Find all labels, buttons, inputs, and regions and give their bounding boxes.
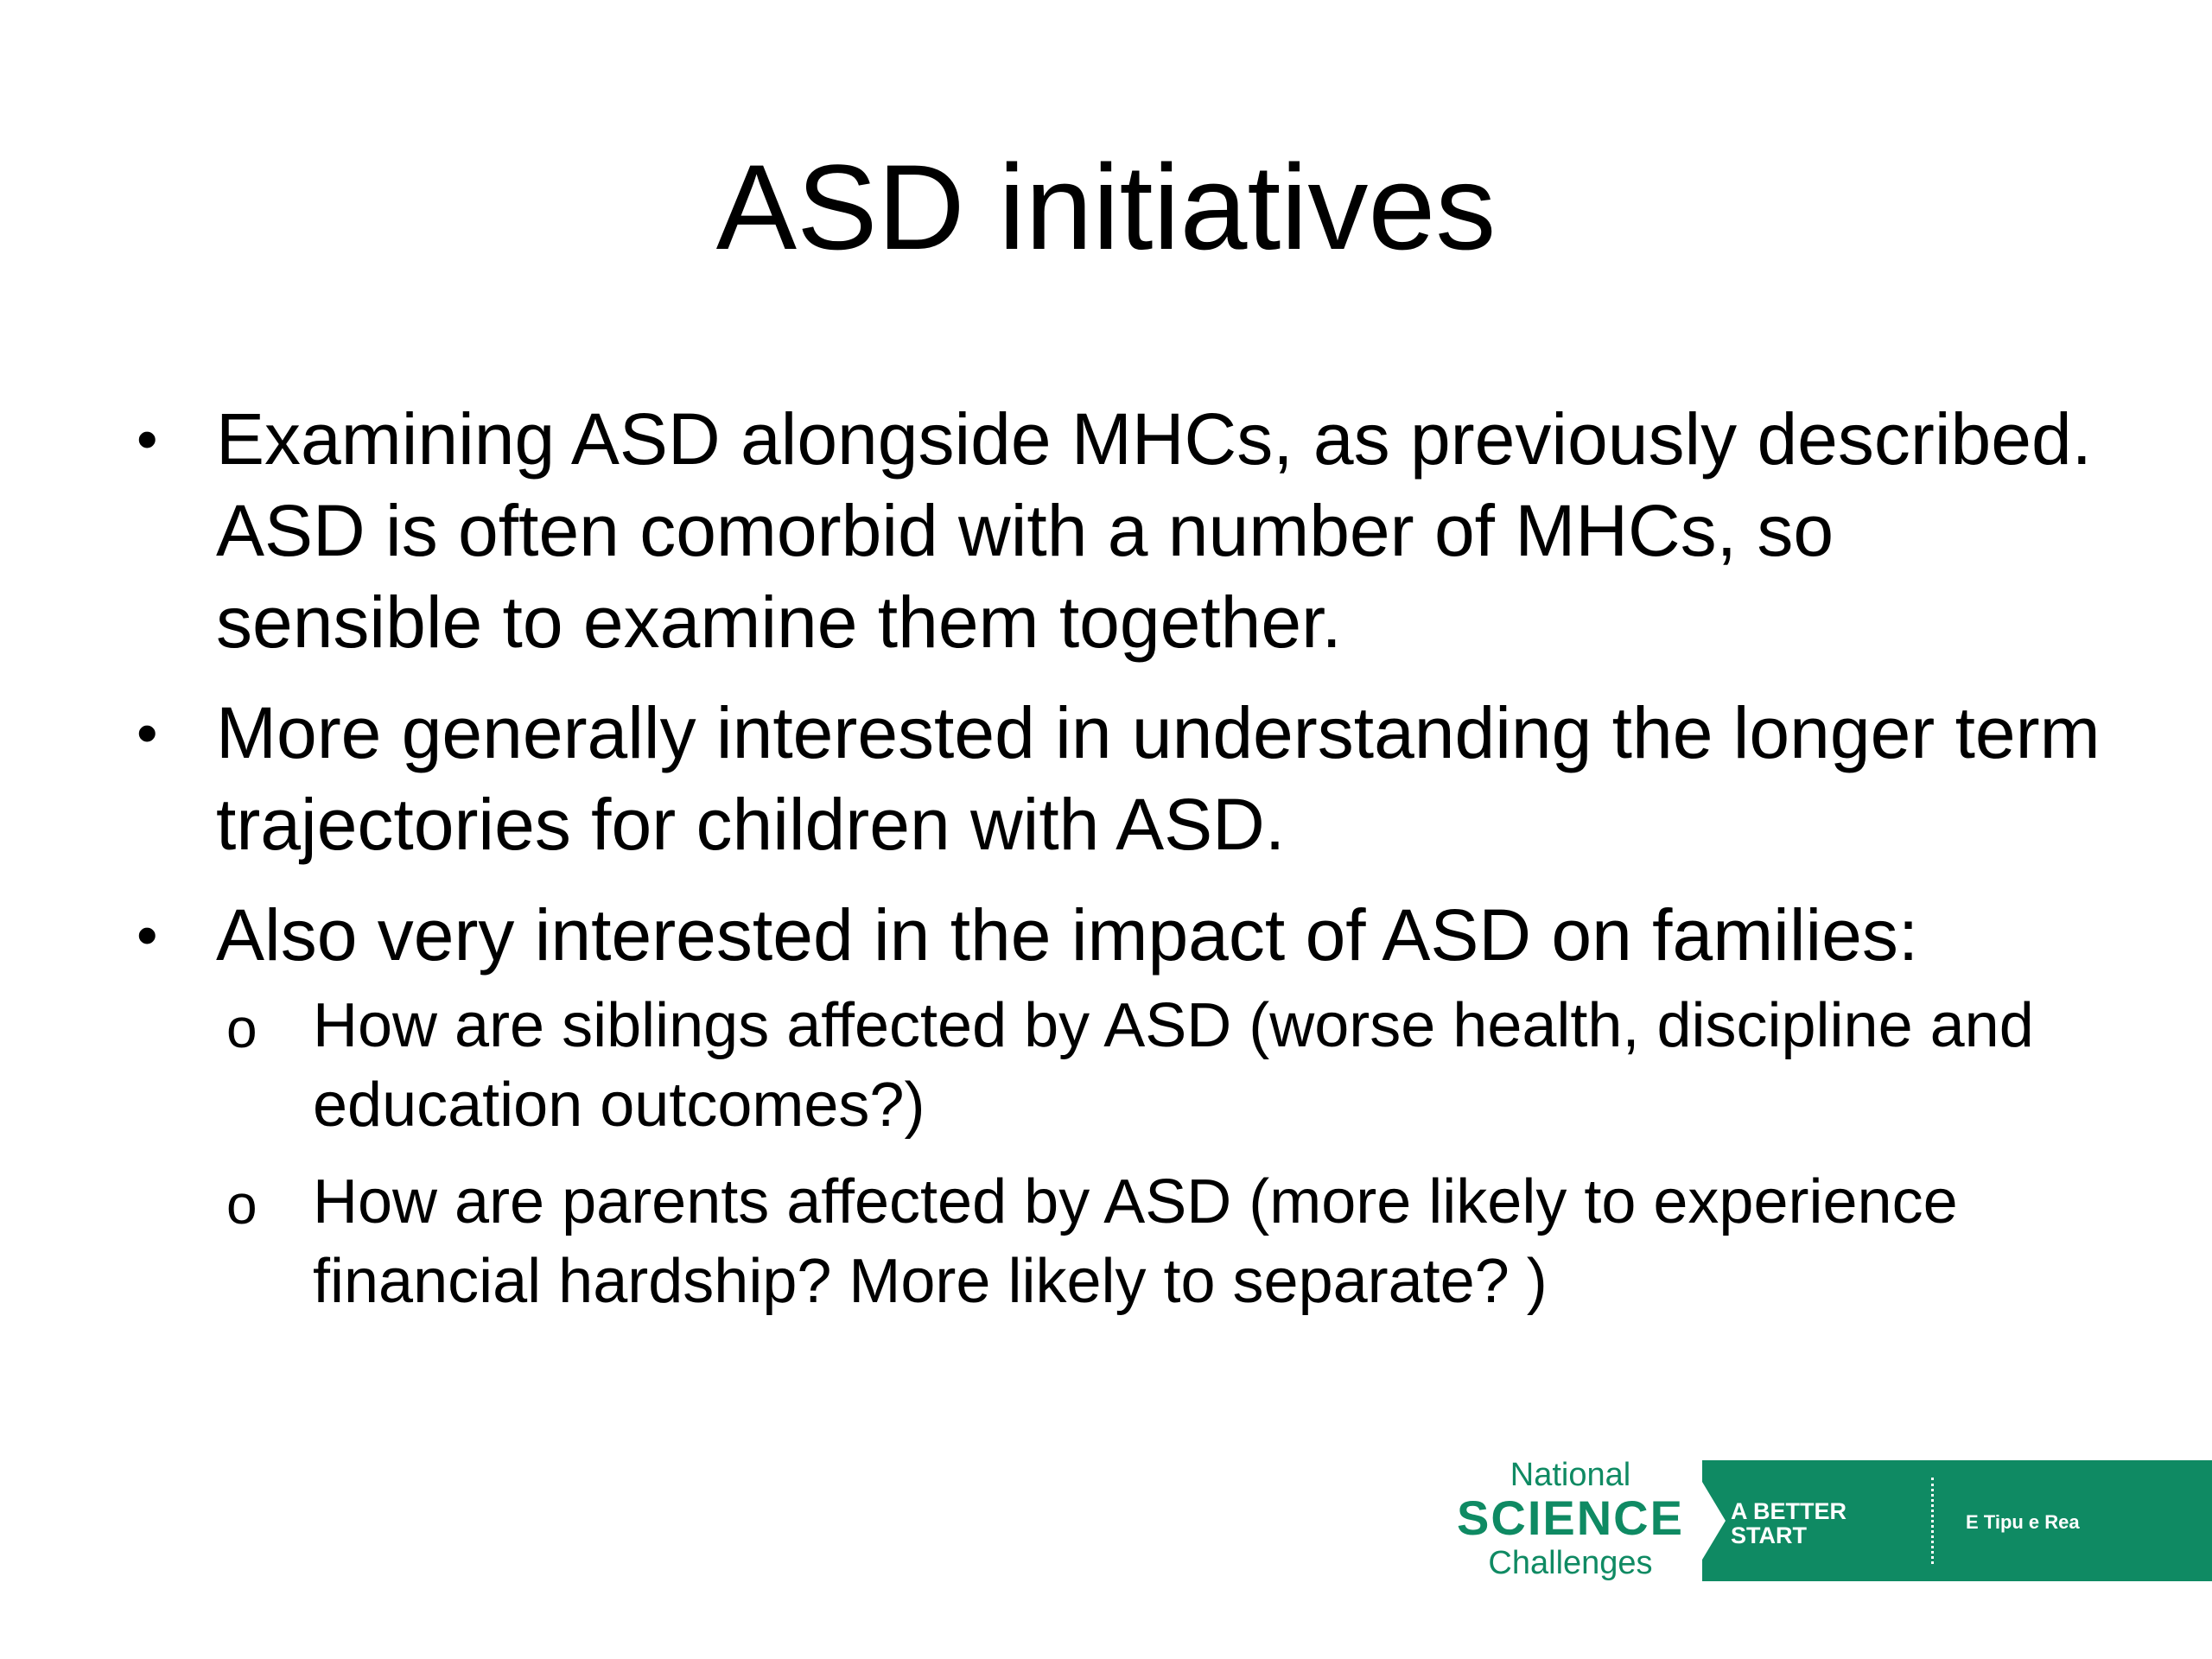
logo-a-better-start-text: A BETTER START	[1731, 1498, 1847, 1548]
sub-bullet-text: How are siblings affected by ASD (worse health, discipline and education outcomes?)	[313, 991, 2034, 1140]
logo-wordmark	[1439, 1452, 1702, 1590]
sub-bullet-list	[216, 986, 2117, 1321]
sub-bullet-text: How are parents affected by ASD (more likely to experience financial hardship? More likely to separate? )	[313, 1167, 1958, 1316]
sub-bullet-marker: o	[226, 997, 257, 1059]
bullet-item	[130, 687, 2117, 870]
logo-national-text: National	[1510, 1457, 1631, 1493]
sub-bullet-marker: o	[226, 1173, 257, 1236]
logo-e-tipu-e-rea-text: E Tipu e Rea	[1966, 1511, 2080, 1533]
bullet-text: Also very interested in the impact of ASD on families:	[216, 894, 1919, 976]
bullet-item	[130, 889, 2117, 1321]
bullet-marker: •	[137, 901, 158, 969]
logo-challenges-text: Challenges	[1488, 1545, 1653, 1581]
sub-bullet-item	[226, 1162, 2117, 1321]
logo-divider	[1931, 1478, 1934, 1564]
logo-science-text: SCIENCE	[1457, 1491, 1684, 1545]
bullet-list	[130, 393, 2117, 1340]
sub-bullet-item	[226, 986, 2117, 1145]
bullet-text: More generally interested in understanding the longer term trajectories for children with ASD.	[216, 692, 2101, 865]
national-science-challenges-logo	[1439, 1452, 2212, 1590]
bullet-text: Examining ASD alongside MHCs, as previously described. ASD is often comorbid with a number of MHCs, so sensible to examine them together.	[216, 398, 2092, 663]
bullet-marker: •	[137, 405, 158, 473]
bullet-marker: •	[137, 699, 158, 766]
bullet-item	[130, 393, 2117, 668]
slide-title: ASD initiatives	[715, 139, 1497, 275]
